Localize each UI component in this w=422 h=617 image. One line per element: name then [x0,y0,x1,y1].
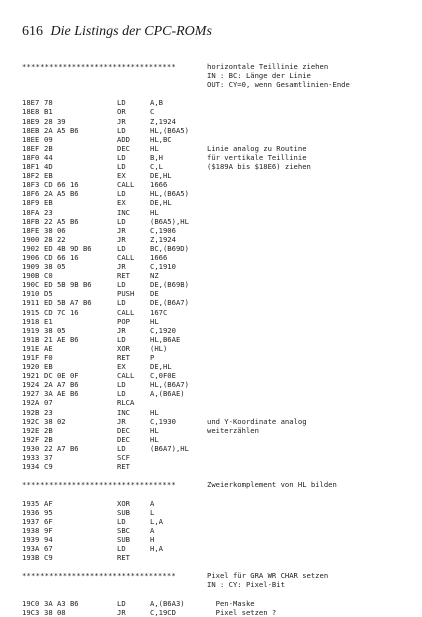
code-mnemonic: CALL [117,180,135,190]
page-number: 616 [22,24,43,39]
code-mnemonic: RLCA [117,398,135,408]
code-mnemonic: JR [117,416,126,426]
code-mnemonic: ADD [117,134,130,144]
code-address: 1909 [22,262,40,272]
code-address: 1918 [22,316,40,326]
code-bytes: 3A AE B6 [44,389,79,399]
code-address: 18E9 [22,116,40,126]
code-bytes: F0 [44,353,53,362]
code-mnemonic: JR [117,607,126,617]
section-heading-line [22,80,416,89]
code-line [22,162,416,171]
code-line [22,408,416,417]
code-operands: Z,1924 [150,116,176,126]
code-line [22,253,416,262]
code-line [22,262,416,271]
code-mnemonic: SBC [117,525,130,535]
code-operands: A [150,525,155,535]
code-mnemonic: DEC [117,434,130,444]
code-mnemonic: LD [117,380,126,390]
code-operands: L [150,507,155,517]
section-heading-text: Zweierkomplement von HL bilden [207,480,337,490]
code-operands: C,L [150,162,163,172]
code-address: 1919 [22,325,40,335]
code-address: 1937 [22,516,40,526]
code-operands: HL [150,316,159,326]
code-line [22,444,416,453]
code-line [22,553,416,562]
code-operands: HL,B6AE [150,334,181,344]
code-operands: (HL) [150,343,168,353]
code-address: 1915 [22,307,40,317]
code-bytes: C9 [44,462,53,472]
code-bytes: 2A A7 B6 [44,380,79,390]
code-bytes: 9F [44,525,53,535]
section-heading-text: IN : BC: Länge der Linie [207,71,311,81]
code-line [22,198,416,207]
code-address: 1938 [22,525,40,535]
code-operands: BC,(B69D) [150,243,189,253]
code-bytes: C9 [44,553,53,563]
code-line [22,217,416,226]
code-bytes: AE [44,343,53,353]
code-comment: und Y-Koordinate analog [207,416,307,426]
code-address: 1933 [22,453,40,463]
code-operands: A,(B6A3) [150,598,185,608]
code-comment: Pixel setzen ? [207,607,277,617]
code-operands: A,(B6AE) [150,389,185,399]
section-gap [22,489,416,498]
code-bytes: 23 [44,407,53,417]
code-bytes: 28 39 [44,116,66,126]
code-bytes: 3A A3 B6 [44,598,79,608]
code-address: 1921 [22,371,40,381]
code-line [22,535,416,544]
code-address: 18E7 [22,98,40,108]
code-bytes: 2B [44,434,53,444]
code-mnemonic: EX [117,362,126,372]
section-heading-line [22,480,416,489]
code-bytes: 38 05 [44,325,66,335]
code-operands: 1666 [150,180,168,190]
code-address: 18F0 [22,152,40,162]
code-operands: 167C [150,307,168,317]
code-mnemonic: LD [117,280,126,290]
code-operands: DE,(B69B) [150,280,189,290]
code-line [22,244,416,253]
code-line [22,508,416,517]
code-bytes: EB [44,198,53,208]
code-operands: C,19CD [150,607,176,617]
code-address: 191E [22,343,40,353]
code-mnemonic: EX [117,198,126,208]
code-bytes: ED 4B 9D B6 [44,243,92,253]
code-mnemonic: OR [117,107,126,117]
code-line [22,208,416,217]
code-address: 1927 [22,389,40,399]
code-mnemonic: CALL [117,252,135,262]
code-line [22,107,416,116]
code-address: 18EE [22,134,40,144]
code-address: 192A [22,398,40,408]
code-bytes: 22 A5 B6 [44,216,79,226]
code-bytes: 2B [44,143,53,153]
code-bytes: 95 [44,507,53,517]
code-bytes: 21 AE B6 [44,334,79,344]
code-line [22,371,416,380]
code-line [22,117,416,126]
code-mnemonic: LD [117,334,126,344]
code-address: 192B [22,407,40,417]
section-heading-line [22,580,416,589]
page-header [22,24,212,40]
code-mnemonic: LD [117,152,126,162]
code-mnemonic: LD [117,243,126,253]
code-bytes: 44 [44,152,53,162]
section-heading-line [22,71,416,80]
code-operands: L,A [150,516,163,526]
code-address: 18FE [22,225,40,235]
code-line [22,289,416,298]
code-address: 19C0 [22,598,40,608]
code-line [22,353,416,362]
code-bytes: 28 22 [44,234,66,244]
code-mnemonic: PUSH [117,289,135,299]
code-address: 193A [22,543,40,553]
code-operands: DE,HL [150,362,172,372]
code-operands: HL,(B6A5) [150,125,189,135]
code-line [22,153,416,162]
code-address: 18FA [22,207,40,217]
code-line [22,462,416,471]
code-line [22,453,416,462]
code-bytes: EB [44,171,53,181]
code-line [22,171,416,180]
code-operands: HL [150,207,159,217]
code-operands: C,1930 [150,416,176,426]
code-mnemonic: SUB [117,507,130,517]
code-bytes: 38 08 [44,607,66,617]
assembly-listing [22,62,416,617]
code-bytes: CD 7C 16 [44,307,79,317]
code-operands: DE,HL [150,171,172,181]
code-mnemonic: LD [117,389,126,399]
code-mnemonic: DEC [117,143,130,153]
code-operands: HL,(B6A5) [150,189,189,199]
code-address: 1906 [22,252,40,262]
code-address: 1920 [22,362,40,372]
code-address: 19C3 [22,607,40,617]
code-address: 1939 [22,534,40,544]
code-address: 1935 [22,498,40,508]
code-operands: H,A [150,543,163,553]
code-bytes: 67 [44,543,53,553]
code-mnemonic: RET [117,462,130,472]
section-gap [22,89,416,98]
code-line [22,544,416,553]
code-mnemonic: LD [117,543,126,553]
code-mnemonic: LD [117,598,126,608]
code-mnemonic: CALL [117,371,135,381]
code-line [22,380,416,389]
code-line [22,517,416,526]
code-address: 193B [22,553,40,563]
code-bytes: 38 02 [44,416,66,426]
code-operands: A [150,498,155,508]
code-line [22,344,416,353]
code-line [22,317,416,326]
code-line [22,335,416,344]
code-operands: C,0F0E [150,371,176,381]
code-bytes: 2B [44,425,53,435]
code-mnemonic: SCF [117,453,130,463]
code-operands: DE [150,289,159,299]
code-operands: HL [150,425,159,435]
code-mnemonic: EX [117,171,126,181]
code-address: 1910 [22,289,40,299]
code-bytes: ED 5B 9B B6 [44,280,92,290]
code-bytes: 38 05 [44,262,66,272]
code-comment: für vertikale Teillinie [207,152,307,162]
code-bytes: CD 66 16 [44,252,79,262]
code-mnemonic: LD [117,162,126,172]
code-mnemonic: RET [117,553,130,563]
code-operands: HL [150,434,159,444]
code-mnemonic: LD [117,516,126,526]
code-operands: A,B [150,98,163,108]
page-title: Die Listings der CPC-ROMs [50,24,212,39]
code-mnemonic: POP [117,316,130,326]
code-bytes: D5 [44,289,53,299]
code-mnemonic: RET [117,271,130,281]
code-line [22,435,416,444]
code-address: 18EB [22,125,40,135]
code-bytes: E1 [44,316,53,326]
code-mnemonic: RET [117,353,130,362]
code-line [22,417,416,426]
code-line [22,426,416,435]
code-mnemonic: JR [117,262,126,272]
code-address: 1900 [22,234,40,244]
code-address: 1902 [22,243,40,253]
code-bytes: 6F [44,516,53,526]
code-address: 18EF [22,143,40,153]
code-bytes: 37 [44,453,53,463]
section-heading-text: horizontale Teillinie ziehen [207,62,329,71]
code-line [22,526,416,535]
code-line [22,398,416,407]
code-bytes: 94 [44,534,53,544]
code-comment: Pen-Maske [207,598,255,608]
code-address: 1934 [22,462,40,472]
code-address: 1911 [22,298,40,308]
code-address: 190B [22,271,40,281]
code-address: 191B [22,334,40,344]
code-bytes: 2A A5 B6 [44,189,79,199]
code-bytes: DC 0E 0F [44,371,79,381]
code-address: 191F [22,353,40,362]
code-line [22,98,416,107]
code-address: 18F2 [22,171,40,181]
code-address: 192F [22,434,40,444]
code-address: 1936 [22,507,40,517]
code-line [22,280,416,289]
code-bytes: 4D [44,162,53,172]
code-operands: C,1920 [150,325,176,335]
code-comment: weiterzählen [207,425,259,435]
code-line [22,499,416,508]
code-address: 1924 [22,380,40,390]
code-bytes: AF [44,498,53,508]
code-operands: HL [150,407,159,417]
code-bytes: 09 [44,134,53,144]
code-mnemonic: JR [117,325,126,335]
code-mnemonic: INC [117,207,130,217]
code-mnemonic: LD [117,189,126,199]
code-operands: C,1906 [150,225,176,235]
code-mnemonic: CALL [117,307,135,317]
code-operands: Z,1924 [150,234,176,244]
code-operands: (B6A7),HL [150,443,189,453]
code-mnemonic: SUB [117,534,130,544]
code-operands: HL,BC [150,134,172,144]
code-bytes: 38 06 [44,225,66,235]
code-operands: HL,(B6A7) [150,380,189,390]
code-address: 18FB [22,216,40,226]
code-line [22,144,416,153]
code-bytes: 22 A7 B6 [44,443,79,453]
code-line [22,126,416,135]
code-operands: 1666 [150,252,168,262]
code-line [22,362,416,371]
code-line [22,326,416,335]
code-address: 18E8 [22,107,40,117]
section-heading-text: IN : CY: Pixel-Bit [207,580,285,590]
code-bytes: EB [44,362,53,372]
code-operands: (B6A5),HL [150,216,189,226]
code-operands: B,H [150,152,163,162]
code-address: 18F1 [22,162,40,172]
code-address: 18F6 [22,189,40,199]
code-operands: DE,HL [150,198,172,208]
code-bytes: ED 5B A7 B6 [44,298,92,308]
section-heading-text: Pixel für GRA WR CHAR setzen [207,571,329,581]
code-operands: DE,(B6A7) [150,298,189,308]
code-mnemonic: LD [117,98,126,108]
code-mnemonic: LD [117,216,126,226]
code-operands: NZ [150,271,159,281]
code-mnemonic: XOR [117,343,130,353]
code-operands: H [150,534,155,544]
section-gap [22,562,416,571]
code-address: 190C [22,280,40,290]
separator-stars: ********************************** [22,571,176,581]
code-bytes: 23 [44,207,53,217]
code-comment: ($189A bis $18E6) ziehen [207,162,311,172]
code-mnemonic: INC [117,407,130,417]
code-address: 192E [22,425,40,435]
code-bytes: CD 66 16 [44,180,79,190]
section-gap [22,471,416,480]
code-operands: HL [150,143,159,153]
section-gap [22,589,416,598]
code-line [22,180,416,189]
code-line [22,389,416,398]
code-mnemonic: JR [117,234,126,244]
separator-stars: ********************************** [22,480,176,490]
code-line [22,308,416,317]
code-mnemonic: LD [117,125,126,135]
code-bytes: 78 [44,98,53,108]
code-mnemonic: LD [117,443,126,453]
code-mnemonic: DEC [117,425,130,435]
code-bytes: 2A A5 B6 [44,125,79,135]
separator-stars: ********************************** [22,62,176,71]
code-address: 1930 [22,443,40,453]
code-address: 192C [22,416,40,426]
section-heading-text: OUT: CY=0, wenn Gesamtlinien-Ende [207,80,350,90]
code-mnemonic: JR [117,116,126,126]
code-line [22,226,416,235]
code-bytes: C0 [44,271,53,281]
code-line [22,189,416,198]
code-line [22,608,416,617]
code-bytes: B1 [44,107,53,117]
code-address: 18F3 [22,180,40,190]
section-heading-line [22,571,416,580]
code-operands: P [150,353,155,362]
code-operands: C,1910 [150,262,176,272]
code-address: 18F9 [22,198,40,208]
code-operands: C [150,107,155,117]
code-line [22,135,416,144]
code-mnemonic: JR [117,225,126,235]
code-line [22,599,416,608]
code-mnemonic: LD [117,298,126,308]
code-mnemonic: XOR [117,498,130,508]
section-heading-line [22,62,416,71]
code-bytes: 07 [44,398,53,408]
code-line [22,271,416,280]
code-line [22,235,416,244]
code-line [22,298,416,307]
code-comment: Linie analog zu Routine [207,143,307,153]
